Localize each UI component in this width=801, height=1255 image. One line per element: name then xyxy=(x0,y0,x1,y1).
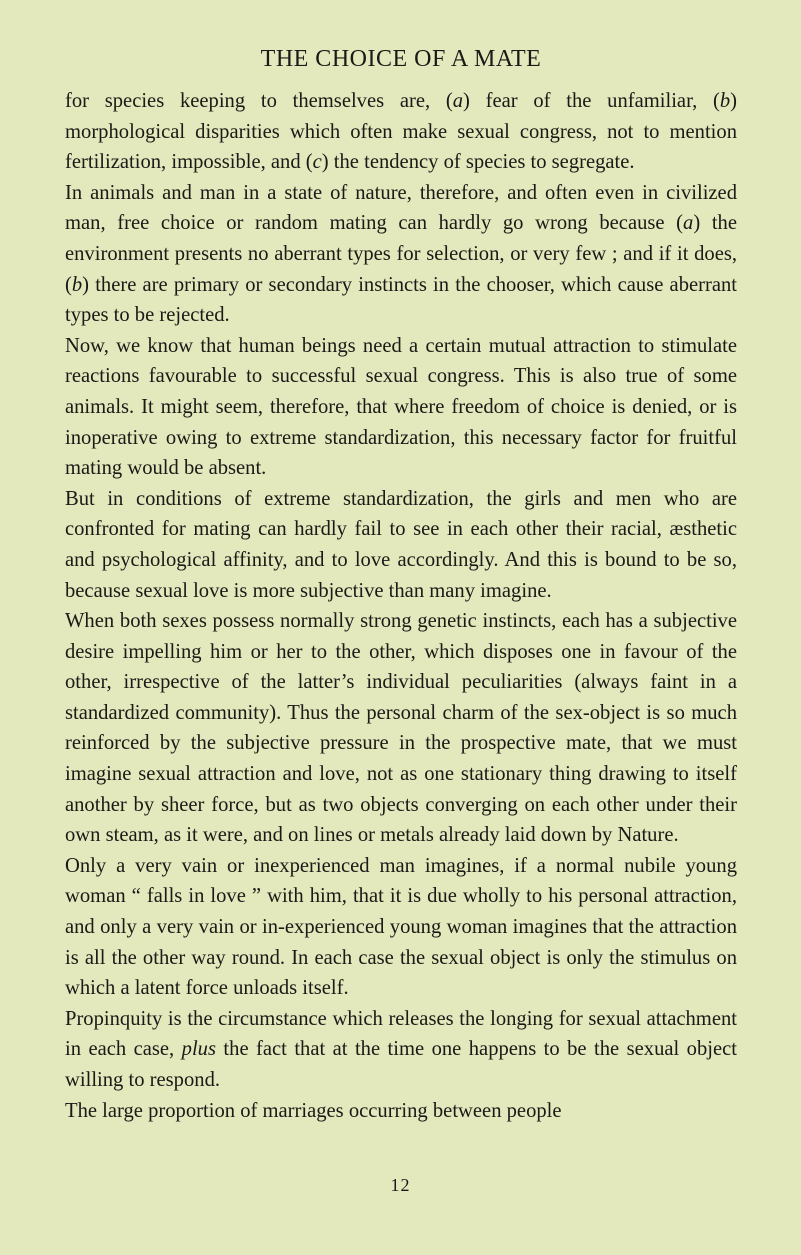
text-segment: Only a very vain or inexperienced man imagines, if a normal nubile young woman “ falls in love ” with him, that it is due wholly to his personal attraction, and only a very vain or in-experienced young woman imagines that the attraction is all the other way round. In each case the sexual object is only the stimulus on which a latent force unloads itself. xyxy=(65,854,737,1000)
text-segment-italic: b xyxy=(719,90,731,112)
text-segment: for species keeping to themselves are, ( xyxy=(65,90,453,112)
text-segment-italic: a xyxy=(452,90,464,112)
page-number: 12 xyxy=(390,1175,411,1195)
text-segment: In animals and man in a state of nature, therefore, and often even in civilized man, free choice or random mating can hardly go wrong because ( xyxy=(65,181,737,235)
text-segment: But in conditions of extreme standardization, the girls and men who are confronted for mating can hardly fail to see in each other their racial, æsthetic and psychological affinity, and to love accordingly. And this is bound to be so, because sexual love is more subjective than many imagine. xyxy=(65,487,737,602)
text-segment: ) fear of the unfamiliar, ( xyxy=(463,90,720,112)
text-segment: ) there are primary or secondary instincts in the chooser, which cause aberrant types to be rejected. xyxy=(65,273,737,327)
body-text xyxy=(65,86,737,1126)
text-segment: When both sexes possess normally strong genetic instincts, each has a subjective desire impelling him or her to the other, which disposes one in favour of the other, irrespective of the latter’s individual peculiarities (always faint in a standardized community). Thus the personal charm of the sex-object is so much reinforced by the subjective pressure in the prospective mate, that we must imagine sexual attraction and love, not as one stationary thing drawing to itself another by sheer force, but as two objects converging on each other under their own steam, as it were, and on lines or metals already laid down by Nature. xyxy=(65,610,737,847)
text-segment-italic: a xyxy=(683,212,694,235)
text-segment: The large proportion of marriages occurring between people xyxy=(65,1099,562,1122)
paragraph xyxy=(65,86,737,178)
running-head: THE CHOICE OF A MATE xyxy=(260,46,542,72)
text-segment-italic: plus xyxy=(181,1038,216,1061)
text-segment-italic: c xyxy=(312,151,322,174)
text-segment: ) the tendency of species to segregate. xyxy=(321,151,635,174)
paragraph xyxy=(65,606,737,851)
text-segment: ) morphological disparities which often make sexual congress, not to mention fertilization, impossible, and ( xyxy=(65,90,737,174)
text-segment: the fact that at the time one happens to be the sexual object willing to respond. xyxy=(65,1038,737,1091)
paragraph xyxy=(65,178,737,331)
text-segment: Propinquity is the circumstance which releases the longing for sexual attachment in each case, xyxy=(65,1007,737,1061)
paragraph xyxy=(65,331,737,484)
paragraph xyxy=(65,851,737,1004)
paragraph xyxy=(65,1004,737,1096)
text-segment: ) the environment presents no aberrant types for selection, or very few ; and if it does, ( xyxy=(65,212,737,296)
text-segment: Now, we know that human beings need a certain mutual attraction to stimulate reactions favourable to successful sexual congress. This is also true of some animals. It might seem, therefore, that where freedom of choice is denied, or is inoperative owing to extreme standardization, this necessary factor for fruitful mating would be absent. xyxy=(65,334,737,480)
text-segment-italic: b xyxy=(71,273,83,296)
paragraph xyxy=(65,1096,737,1127)
paragraph xyxy=(65,484,737,606)
